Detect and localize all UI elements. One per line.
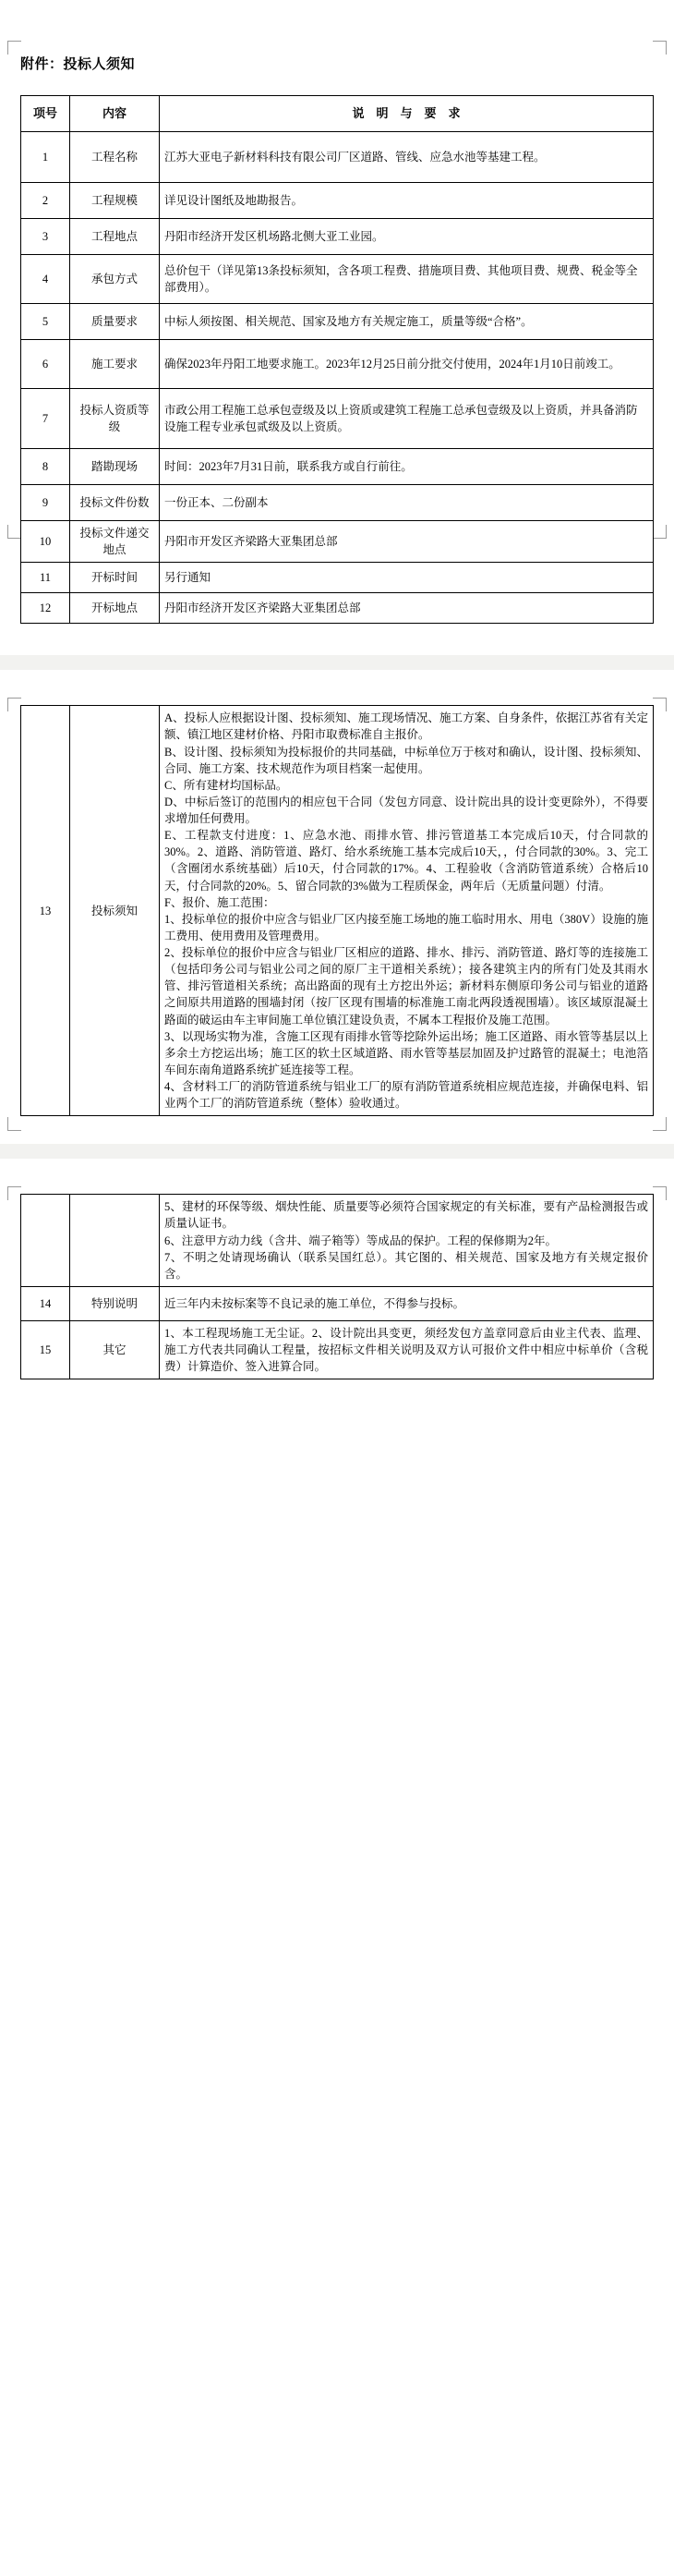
table-row: [21, 389, 654, 449]
row-no: 11: [21, 563, 70, 593]
table-header-row: [21, 96, 654, 132]
page-title: 附件：投标人须知: [20, 57, 136, 72]
header-no: 项号: [21, 96, 70, 132]
table-row-13-continued: [21, 1195, 654, 1287]
row-item: 投标人资质等级: [70, 389, 160, 449]
row-no: 2: [21, 183, 70, 219]
bidder-instructions-table-continued: [20, 705, 654, 1116]
para: 1、投标单位的报价中应含与铝业厂区内接至施工场地的施工临时用水、用电（380V）设施的施工费用、使用费用及管理费用。: [164, 912, 648, 942]
row-item: 投标文件份数: [70, 485, 160, 521]
para: 3、以现场实物为准，含施工区现有雨排水管等挖除外运出场；施工区道路、雨水管等基层以上多余土方挖运出场；施工区的软土区域道路、雨水管等基层加固及护过路管的混凝土；电池箔车间东南角道路系统扩延连接等工程。: [164, 1029, 648, 1076]
row-item: 开标时间: [70, 563, 160, 593]
row-item: 踏勘现场: [70, 449, 160, 485]
header-item: 内容: [70, 96, 160, 132]
para: 4、含材料工厂的消防管道系统与铝业工厂的原有消防管道系统相应规范连接，并确保电料、铝业两个工厂的消防管道系统（整体）验收通过。: [164, 1080, 648, 1111]
row-desc: 确保2023年丹阳工地要求施工。2023年12月25日前分批交付使用，2024年1月10日前竣工。: [160, 340, 654, 389]
table-row: [21, 563, 654, 593]
page-3-body: [0, 1186, 674, 1379]
page-1-body: [0, 0, 674, 624]
row-desc: 市政公用工程施工总承包壹级及以上资质或建筑工程施工总承包壹级及以上资质，并具备消防设施工程专业承包贰级及以上资质。: [160, 389, 654, 449]
row-no: 12: [21, 593, 70, 624]
row-no: 3: [21, 219, 70, 255]
row-item: 工程名称: [70, 132, 160, 183]
table-row: [21, 255, 654, 304]
table-row: [21, 593, 654, 624]
row-desc: 总价包干（详见第13条投标须知，含各项工程费、措施项目费、其他项目费、规费、税金等全部费用）。: [160, 255, 654, 304]
table-row: [21, 521, 654, 563]
row-no: 5: [21, 304, 70, 340]
row-desc: 中标人须按图、相关规范、国家及地方有关规定施工，质量等级“合格”。: [160, 304, 654, 340]
row-no: 8: [21, 449, 70, 485]
para: A、投标人应根据设计图、投标须知、施工现场情况、施工方案、自身条件，依据江苏省有关定额、镇江地区建材价格、丹阳市取费标准自主报价。: [164, 711, 648, 742]
row-no: 13: [21, 706, 70, 1116]
row-item: 投标须知: [70, 706, 160, 1116]
row-item-empty: [70, 1195, 160, 1287]
para: 1、本工程现场施工无尘证。2、设计院出具变更，须经发包方盖章同意后由业主代表、监理、施工方代表共同确认工程量，按招标文件相关说明及双方认可报价文件中相应中标单价（含税费）计算造价、签入进算合同。: [164, 1326, 648, 1374]
para: 2、投标单位的报价中应含与铝业厂区相应的道路、排水、排污、消防管道、路灯等的连接施工（包括印务公司与铝业公司之间的原厂主干道相关系统）；接各建筑主内的所有门处及其雨水管、排污管道相关系统；高出路面的现有土方挖出外运；新材料东侧原印务公司与铝业的道路之间原共用道路的围墙封闭（按厂区现有围墙的标准施工南北两段透视围墙）。该区域原混凝土路面的破运由车主审间施工单位镇江建设负责，不属本工程报价及施工范围。: [164, 946, 648, 1027]
bidder-instructions-table-continued-2: [20, 1194, 654, 1379]
row-desc: 江苏大亚电子新材料科技有限公司厂区道路、管线、应急水池等基建工程。: [160, 132, 654, 183]
row-no: 6: [21, 340, 70, 389]
row-desc: 另行通知: [160, 563, 654, 593]
row-desc: 一份正本、二份副本: [160, 485, 654, 521]
row-item: 质量要求: [70, 304, 160, 340]
table-row: [21, 449, 654, 485]
row-no: 14: [21, 1286, 70, 1320]
row-desc: [160, 706, 654, 1116]
row-item: 开标地点: [70, 593, 160, 624]
crop-mark-bottom-left: [7, 1117, 21, 1131]
row-no: 4: [21, 255, 70, 304]
para: 5、建材的环保等级、烟炔性能、质量要等必须符合国家规定的有关标准，要有产品检测报告或质量认证书。: [164, 1200, 648, 1231]
page-separator-2: [0, 1144, 674, 1159]
row-no-empty: [21, 1195, 70, 1287]
row-no: 1: [21, 132, 70, 183]
row-desc: [160, 1320, 654, 1379]
row-item: 其它: [70, 1320, 160, 1379]
para: C、所有建材均国标品。: [164, 778, 288, 792]
row-desc: 丹阳市开发区齐梁路大亚集团总部: [160, 521, 654, 563]
row-no: 9: [21, 485, 70, 521]
row-desc: [160, 1195, 654, 1287]
header-desc: 说 明 与 要 求: [160, 96, 654, 132]
para: E、工程款支付进度：1、应急水池、雨排水管、排污管道基工本完成后10天，付合同款的30%。2、道路、消防管道、路灯、给水系统施工基本完成后10天，，付合同款的30%。3、完工（含圈闭水系统基础）后10天，付合同款的17%。4、工程验收（含消防管道系统）合格后10天，付合同款的20%。5、留合同款的3%做为工程质保金，两年后（无质量问题）付清。: [164, 829, 648, 893]
row-item: 特别说明: [70, 1286, 160, 1320]
row-item: 投标文件递交地点: [70, 521, 160, 563]
row-item: 承包方式: [70, 255, 160, 304]
table-row: [21, 219, 654, 255]
row-no: 10: [21, 521, 70, 563]
crop-mark-bottom-right: [653, 1117, 667, 1131]
table-row: [21, 340, 654, 389]
table-row: [21, 485, 654, 521]
row-no: 7: [21, 389, 70, 449]
para: 7、不明之处请现场确认（联系吴国红总）。其它图的、相关规范、国家及地方有关规定报价含。: [164, 1250, 648, 1281]
table-row-13: [21, 706, 654, 1116]
row-item: 工程规模: [70, 183, 160, 219]
document-page-1: [0, 0, 674, 698]
para: 6、注意甲方动力线（含井、端子箱等）等成品的保护。工程的保修期为2年。: [164, 1233, 558, 1247]
row-desc: 丹阳市经济开发区机场路北侧大亚工业园。: [160, 219, 654, 255]
table-row-15: [21, 1320, 654, 1379]
page-2-body: [0, 698, 674, 1116]
bidder-instructions-table: [20, 95, 654, 624]
row-item: 施工要求: [70, 340, 160, 389]
row-desc: 详见设计图纸及地勘报告。: [160, 183, 654, 219]
row-desc: 近三年内未按标案等不良记录的施工单位，不得参与投标。: [160, 1286, 654, 1320]
document-page-3: [0, 1186, 674, 1389]
para: D、中标后签订的范围内的相应包干合同（发包方同意、设计院出具的设计变更除外），不得要求增加任何费用。: [164, 795, 648, 825]
table-row-14: [21, 1286, 654, 1320]
para: B、设计图、投标须知为投标报价的共同基础，中标单位万于核对和确认，设计图、投标须知、合同、施工方案、技术规范作为项目档案一起使用。: [164, 745, 648, 775]
row-desc: 丹阳市经济开发区齐梁路大亚集团总部: [160, 593, 654, 624]
table-row: [21, 183, 654, 219]
row-desc: 时间：2023年7月31日前，联系我方或自行前往。: [160, 449, 654, 485]
document-page-2: [0, 698, 674, 1186]
para: F、报价、施工范围：: [164, 895, 275, 909]
table-row: [21, 132, 654, 183]
row-no: 15: [21, 1320, 70, 1379]
page-separator-1: [0, 655, 674, 670]
row-item: 工程地点: [70, 219, 160, 255]
table-row: [21, 304, 654, 340]
